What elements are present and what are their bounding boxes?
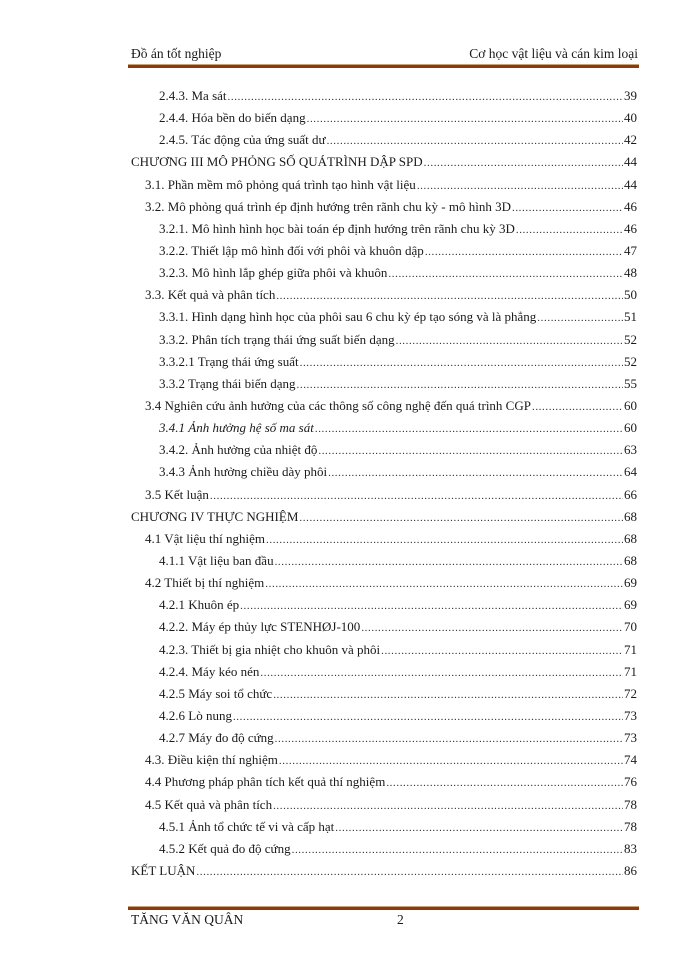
toc-entry[interactable] (131, 351, 637, 373)
table-of-contents (131, 85, 637, 882)
toc-entry-title: 3.2.3. Mô hình lắp ghép giữa phôi và khuôn (159, 265, 388, 281)
toc-dot-leader (532, 396, 623, 417)
toc-dot-leader (424, 152, 623, 173)
toc-entry-page: 44 (624, 154, 637, 170)
toc-dot-leader (318, 440, 623, 461)
toc-entry[interactable] (131, 107, 637, 129)
toc-entry-page: 42 (624, 132, 637, 148)
toc-entry[interactable] (131, 771, 637, 793)
toc-entry-title: 2.4.5. Tác động của ứng suất dư (159, 132, 326, 148)
toc-entry-page: 63 (624, 442, 637, 458)
toc-entry-page: 68 (624, 530, 637, 546)
toc-entry[interactable] (131, 306, 637, 328)
toc-entry[interactable] (131, 85, 637, 107)
toc-entry-title: 3.2.2. Thiết lập mô hình đối với phôi và khuôn dập (159, 242, 424, 258)
toc-entry-page: 40 (624, 110, 637, 126)
toc-dot-leader (300, 352, 623, 373)
toc-entry-page: 46 (624, 198, 637, 214)
toc-dot-leader (240, 595, 623, 616)
toc-entry-page: 64 (624, 464, 637, 480)
toc-dot-leader (386, 772, 623, 793)
toc-entry-page: 68 (624, 508, 637, 524)
toc-entry-title: 4.2.4. Máy kéo nén (159, 663, 260, 679)
toc-entry-page: 68 (624, 552, 637, 568)
toc-entry[interactable] (131, 528, 637, 550)
toc-entry[interactable] (131, 594, 637, 616)
toc-entry-title: 3.3.2.1 Trạng thái ứng suất (159, 353, 299, 369)
toc-entry-title: 4.3. Điều kiện thí nghiệm (145, 752, 278, 768)
toc-entry-page: 74 (624, 752, 637, 768)
toc-entry-page: 73 (624, 707, 637, 723)
toc-entry-title: 4.5.1 Ảnh tổ chức tế vi và cấp hạt (159, 818, 335, 834)
toc-entry-page: 83 (624, 840, 637, 856)
toc-entry-page: 52 (624, 331, 637, 347)
toc-entry-title: 4.2.2. Máy ép thủy lực STENHØJ-100 (159, 619, 361, 635)
toc-entry-title: 3.4.1 Ảnh hưởng hệ số ma sát (159, 420, 314, 436)
toc-entry-title: 3.2. Mô phỏng quá trình ép định hướng trên rãnh chu kỳ - mô hình 3D (145, 198, 511, 214)
toc-dot-leader (425, 241, 623, 262)
toc-entry-title: 3.3.1. Hình dạng hình học của phôi sau 6 chu kỳ ép tạo sóng và là phẳng (159, 309, 537, 325)
toc-entry-page: 47 (624, 242, 637, 258)
footer-rule (128, 906, 639, 910)
toc-dot-leader (417, 175, 623, 196)
toc-entry[interactable] (131, 461, 637, 483)
toc-dot-leader (335, 817, 623, 838)
toc-entry[interactable] (131, 262, 637, 284)
toc-entry-title: KẾT LUẬN (131, 862, 196, 878)
toc-entry[interactable] (131, 550, 637, 572)
toc-entry[interactable] (131, 572, 637, 594)
footer-author: TĂNG VĂN QUÂN (131, 912, 244, 927)
toc-entry-title: 3.3.2. Phân tích trạng thái ứng suất biến dạng (159, 331, 395, 347)
toc-entry-title: 3.5 Kết luận (145, 486, 209, 502)
toc-entry-title: 4.5.2 Kết quả đo độ cứng (159, 840, 291, 856)
toc-entry-page: 78 (624, 796, 637, 812)
toc-entry[interactable] (131, 395, 637, 417)
toc-dot-leader (265, 573, 623, 594)
toc-entry[interactable] (131, 151, 637, 173)
toc-entry[interactable] (131, 196, 637, 218)
toc-entry-title: 2.4.4. Hóa bền do biến dạng (159, 110, 306, 126)
toc-dot-leader (196, 861, 623, 882)
toc-entry-page: 46 (624, 220, 637, 236)
toc-dot-leader (381, 640, 623, 661)
toc-entry-title: 4.2 Thiết bị thí nghiệm (145, 575, 265, 591)
toc-dot-leader (396, 330, 623, 351)
toc-entry[interactable] (131, 639, 637, 661)
toc-dot-leader (299, 507, 623, 528)
toc-dot-leader (276, 285, 623, 306)
header-right-title: Cơ học vật liệu và cán kim loại (469, 46, 638, 61)
toc-entry[interactable] (131, 129, 637, 151)
toc-entry-title: 4.2.5 Máy soi tổ chức (159, 685, 273, 701)
toc-dot-leader (292, 839, 623, 860)
toc-entry[interactable] (131, 218, 637, 240)
toc-entry[interactable] (131, 506, 637, 528)
toc-entry-page: 71 (624, 641, 637, 657)
toc-entry[interactable] (131, 727, 637, 749)
toc-dot-leader (233, 706, 623, 727)
toc-entry-page: 69 (624, 575, 637, 591)
toc-entry-page: 72 (624, 685, 637, 701)
toc-dot-leader (279, 750, 623, 771)
header-left-title: Đồ án tốt nghiệp (131, 46, 222, 61)
toc-entry-page: 44 (624, 176, 637, 192)
toc-entry-title: CHƯƠNG IV THỰC NGHIỆM (131, 508, 299, 524)
toc-dot-leader (328, 462, 623, 483)
toc-entry[interactable] (131, 284, 637, 306)
toc-entry-title: 4.1.1 Vật liệu ban đầu (159, 552, 274, 568)
toc-dot-leader (297, 374, 624, 395)
toc-entry[interactable] (131, 240, 637, 262)
toc-entry-page: 60 (624, 397, 637, 413)
toc-entry-title: 4.1 Vật liệu thí nghiệm (145, 530, 265, 546)
toc-dot-leader (388, 263, 623, 284)
page-header (131, 42, 638, 62)
toc-entry-title: 3.2.1. Mô hình hình học bài toán ép định hướng trên rãnh chu kỳ 3D (159, 220, 515, 236)
toc-entry[interactable] (131, 373, 637, 395)
toc-entry-title: 2.4.3. Ma sát (159, 88, 227, 103)
toc-entry[interactable] (131, 683, 637, 705)
toc-entry-page: 66 (624, 486, 637, 502)
toc-entry-title: 4.2.6 Lò nung (159, 707, 232, 723)
footer-page-number: 2 (397, 912, 404, 927)
toc-entry-page: 50 (624, 287, 637, 303)
toc-dot-leader (210, 485, 623, 506)
toc-dot-leader (327, 130, 623, 151)
toc-entry[interactable] (131, 838, 637, 860)
toc-entry-title: 4.4 Phương pháp phân tích kết quả thí nghiệm (145, 774, 386, 790)
toc-entry[interactable] (131, 860, 637, 882)
toc-dot-leader (266, 529, 623, 550)
toc-dot-leader (537, 307, 623, 328)
toc-entry-title: 3.4.2. Ảnh hưởng của nhiệt độ (159, 442, 318, 458)
toc-dot-leader (275, 551, 623, 572)
toc-entry-page: 69 (624, 597, 637, 613)
toc-entry-title: 3.1. Phần mềm mô phỏng quá trình tạo hình vật liệu (145, 176, 416, 192)
toc-entry-page: 55 (624, 375, 637, 391)
toc-dot-leader (307, 108, 623, 129)
toc-entry-page: 51 (624, 309, 637, 325)
toc-entry[interactable] (131, 705, 637, 727)
toc-entry-page: 86 (624, 862, 637, 878)
page-footer (131, 912, 638, 932)
toc-entry-page: 60 (624, 420, 637, 436)
header-rule (128, 64, 639, 68)
toc-entry[interactable] (131, 661, 637, 683)
toc-entry-title: 3.3.2 Trạng thái biến dạng (159, 375, 296, 391)
toc-dot-leader (275, 728, 623, 749)
toc-entry-page: 52 (624, 353, 637, 369)
toc-entry-title: CHƯƠNG III MÔ PHỎNG SỐ QUÁTRÌNH DẬP SPD (131, 154, 423, 170)
toc-dot-leader (273, 795, 623, 816)
toc-dot-leader (361, 617, 623, 638)
toc-entry[interactable] (131, 174, 637, 196)
toc-entry-title: 4.2.7 Máy đo độ cứng (159, 730, 274, 746)
toc-entry[interactable] (131, 794, 637, 816)
toc-dot-leader (273, 684, 623, 705)
toc-entry[interactable] (131, 749, 637, 771)
toc-entry-page: 70 (624, 619, 637, 635)
toc-entry[interactable] (131, 616, 637, 638)
toc-dot-leader (512, 197, 623, 218)
toc-dot-leader (260, 662, 623, 683)
toc-entry[interactable] (131, 439, 637, 461)
toc-entry-page: 48 (624, 265, 637, 281)
toc-entry-page: 71 (624, 663, 637, 679)
toc-entry-title: 4.2.1 Khuôn ép (159, 597, 240, 613)
toc-entry[interactable] (131, 484, 637, 506)
toc-entry-title: 3.4.3 Ảnh hưởng chiều dày phôi (159, 464, 328, 480)
toc-entry-title: 4.2.3. Thiết bị gia nhiệt cho khuôn và phôi (159, 641, 381, 657)
toc-dot-leader (228, 86, 623, 107)
toc-entry-title: 3.3. Kết quả và phân tích (145, 287, 276, 303)
toc-dot-leader (516, 219, 623, 240)
toc-entry-page: 73 (624, 730, 637, 746)
toc-entry[interactable] (131, 329, 637, 351)
toc-entry-title: 3.4 Nghiên cứu ảnh hưởng của các thông số công nghệ đến quá trình CGP (145, 397, 531, 413)
toc-entry-page: 78 (624, 818, 637, 834)
toc-entry-page: 76 (624, 774, 637, 790)
toc-entry[interactable] (131, 417, 637, 439)
toc-entry-page: 39 (624, 88, 637, 103)
toc-entry-title: 4.5 Kết quả và phân tích (145, 796, 273, 812)
toc-entry[interactable] (131, 816, 637, 838)
toc-dot-leader (315, 418, 623, 439)
